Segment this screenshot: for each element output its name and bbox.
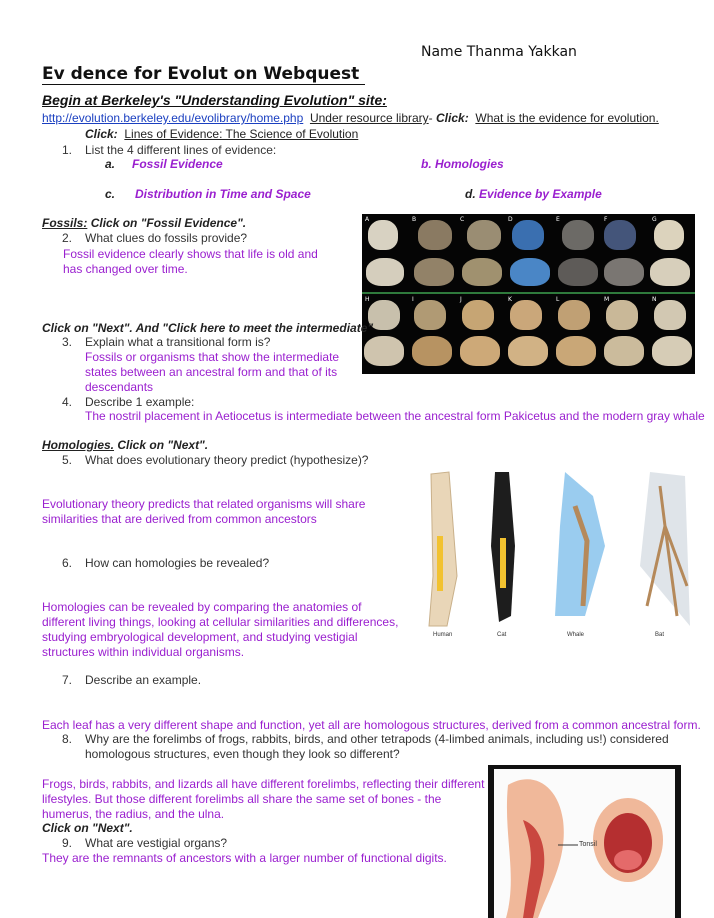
skull-label: F: [604, 216, 608, 223]
skull-divider: [362, 292, 695, 294]
q8-text: Why are the forelimbs of frogs, rabbits, birds, and other tetrapods (4-limbed animals, including us!) considered homologous structures, even though they look so different?: [85, 732, 669, 761]
skull-icon: [604, 220, 636, 250]
q6-text: How can homologies be revealed?: [85, 556, 270, 570]
forelimb-bones-illustration: [415, 466, 695, 641]
page-title: Ev dence for Evolut on Webquest: [42, 64, 365, 85]
q4-number: 4.: [62, 395, 73, 409]
q2-answer: Fossil evidence clearly shows that life is old and has changed over time.: [63, 247, 318, 276]
skull-icon: [604, 258, 644, 286]
q9-number: 9.: [62, 836, 73, 850]
click-next-2: Click on "Next".: [42, 821, 133, 835]
skull-icon: [508, 336, 548, 366]
skull-icon: [462, 300, 494, 330]
click-label: Click:: [436, 111, 469, 125]
skull-label: E: [556, 216, 560, 223]
skull-icon: [467, 220, 501, 250]
homologies-heading-line: [42, 438, 208, 453]
skull-label: G: [652, 216, 657, 223]
limb-label-whale: Whale: [567, 632, 585, 638]
skull-icon: [604, 336, 644, 366]
skull-icon: [556, 336, 596, 366]
q1-answer-c: Distribution in Time and Space: [135, 187, 311, 201]
q8-answer: Frogs, birds, rabbits, and lizards all have different forelimbs, reflecting their different lifestyles. But those different forelimbs all share the same set of bones - the humerus, the radius, and the ulna.: [42, 777, 485, 821]
q1-answer-a: Fossil Evidence: [132, 157, 223, 171]
skull-icon: [650, 258, 690, 286]
q5-answer: Evolutionary theory predicts that related organisms will share similarities that are derived from common ancestors: [42, 497, 366, 526]
dash: -: [428, 111, 437, 125]
skull-label: N: [652, 296, 657, 303]
skull-icon: [606, 300, 638, 330]
q1-d-label: d.: [465, 187, 476, 201]
q5-number: 5.: [62, 453, 73, 467]
student-name: Name Thanma Yakkan: [421, 44, 577, 60]
q9-text: What are vestigial organs?: [85, 836, 228, 850]
skull-icon: [562, 220, 594, 250]
skull-icon: [512, 220, 544, 250]
fossils-click: Click on "Fossil Evidence".: [87, 216, 247, 230]
skull-icon: [368, 220, 398, 250]
skull-label: K: [508, 296, 512, 303]
tonsil-label: Tonsil: [579, 841, 597, 848]
subtitle: Begin at Berkeley's "Understanding Evolution" site:: [42, 92, 387, 108]
skull-icon: [366, 258, 404, 286]
forelimbs-image: [415, 466, 695, 641]
skull-icon: [418, 220, 452, 250]
berkeley-url-link[interactable]: http://evolution.berkeley.edu/evolibrary/home.php: [42, 111, 304, 125]
homologies-heading: Homologies.: [42, 438, 115, 452]
lines-of-evidence-link[interactable]: Lines of Evidence: The Science of Evolution: [124, 127, 359, 141]
lines-line: [85, 127, 358, 142]
limb-label-cat: Cat: [497, 632, 507, 638]
q2-text: What clues do fossils provide?: [85, 231, 248, 245]
q9-answer: They are the remnants of ancestors with a larger number of functional digits.: [42, 851, 447, 865]
fossils-heading: Fossils:: [42, 216, 88, 230]
limb-label-human: Human: [433, 632, 453, 638]
q3-number: 3.: [62, 335, 73, 349]
q1-c-label: c.: [105, 187, 116, 201]
click-label-2: Click:: [85, 127, 118, 141]
skull-icon: [412, 336, 452, 366]
skull-label: I: [412, 296, 414, 303]
q2-number: 2.: [62, 231, 73, 245]
q8-number: 8.: [62, 732, 73, 746]
skull-label: B: [412, 216, 417, 223]
q1-number: 1.: [62, 143, 73, 157]
q4-text: Describe 1 example:: [85, 395, 195, 409]
q5-text: What does evolutionary theory predict (hypothesize)?: [85, 453, 369, 467]
skull-icon: [652, 336, 692, 366]
q7-answer: Each leaf has a very different shape and function, yet all are homologous structures, derived from a common ancestral form.: [42, 718, 701, 732]
skull-icon: [460, 336, 500, 366]
q1-answer-b: b. Homologies: [421, 157, 504, 171]
skull-label: H: [365, 296, 370, 303]
skull-label: M: [604, 296, 610, 303]
q1-answer-d: Evidence by Example: [479, 187, 602, 201]
q6-answer: Homologies can be revealed by comparing the anatomies of different living things, looking at cellular similarities and differences, studying embryological development, and studying vestigial structures within individual organisms.: [42, 600, 399, 659]
q3-answer: Fossils or organisms that show the intermediate states between an ancestral form and that of its descendants: [85, 350, 340, 394]
skull-label: L: [556, 296, 560, 303]
q1-a-label: a.: [105, 157, 116, 171]
skull-icon: [414, 300, 446, 330]
skull-icon: [510, 258, 550, 286]
skull-label: J: [460, 296, 462, 303]
fossils-heading-line: [42, 216, 246, 231]
click-next-intermediate: Click on "Next". And "Click here to meet the intermediate": [42, 321, 374, 335]
q1-answer-d-line: [465, 187, 602, 202]
q1-text: List the 4 different lines of evidence:: [85, 143, 277, 157]
skull-label: A: [365, 216, 370, 223]
skull-icon: [654, 220, 684, 250]
q7-number: 7.: [62, 673, 73, 687]
intro-line: [42, 111, 659, 126]
skull-icon: [364, 336, 404, 366]
skull-icon: [558, 258, 598, 286]
skull-icon: [510, 300, 542, 330]
skull-icon: [558, 300, 590, 330]
homologies-click: Click on "Next".: [114, 438, 209, 452]
q4-answer: The nostril placement in Aetiocetus is intermediate between the ancestral form Pakicetus and the modern gray whale: [85, 409, 705, 423]
q7-text: Describe an example.: [85, 673, 202, 687]
skull-label: C: [460, 216, 465, 223]
skulls-image: [362, 214, 695, 374]
skull-icon: [414, 258, 454, 286]
tonsil-image: [488, 765, 681, 918]
q3-text: Explain what a transitional form is?: [85, 335, 271, 349]
q6-number: 6.: [62, 556, 73, 570]
limb-label-bat: Bat: [655, 632, 665, 638]
skull-label: D: [508, 216, 513, 223]
skull-icon: [654, 300, 686, 330]
evidence-link[interactable]: What is the evidence for evolution.: [475, 111, 659, 125]
skull-icon: [462, 258, 502, 286]
resource-library-text: Under resource library: [309, 111, 429, 125]
